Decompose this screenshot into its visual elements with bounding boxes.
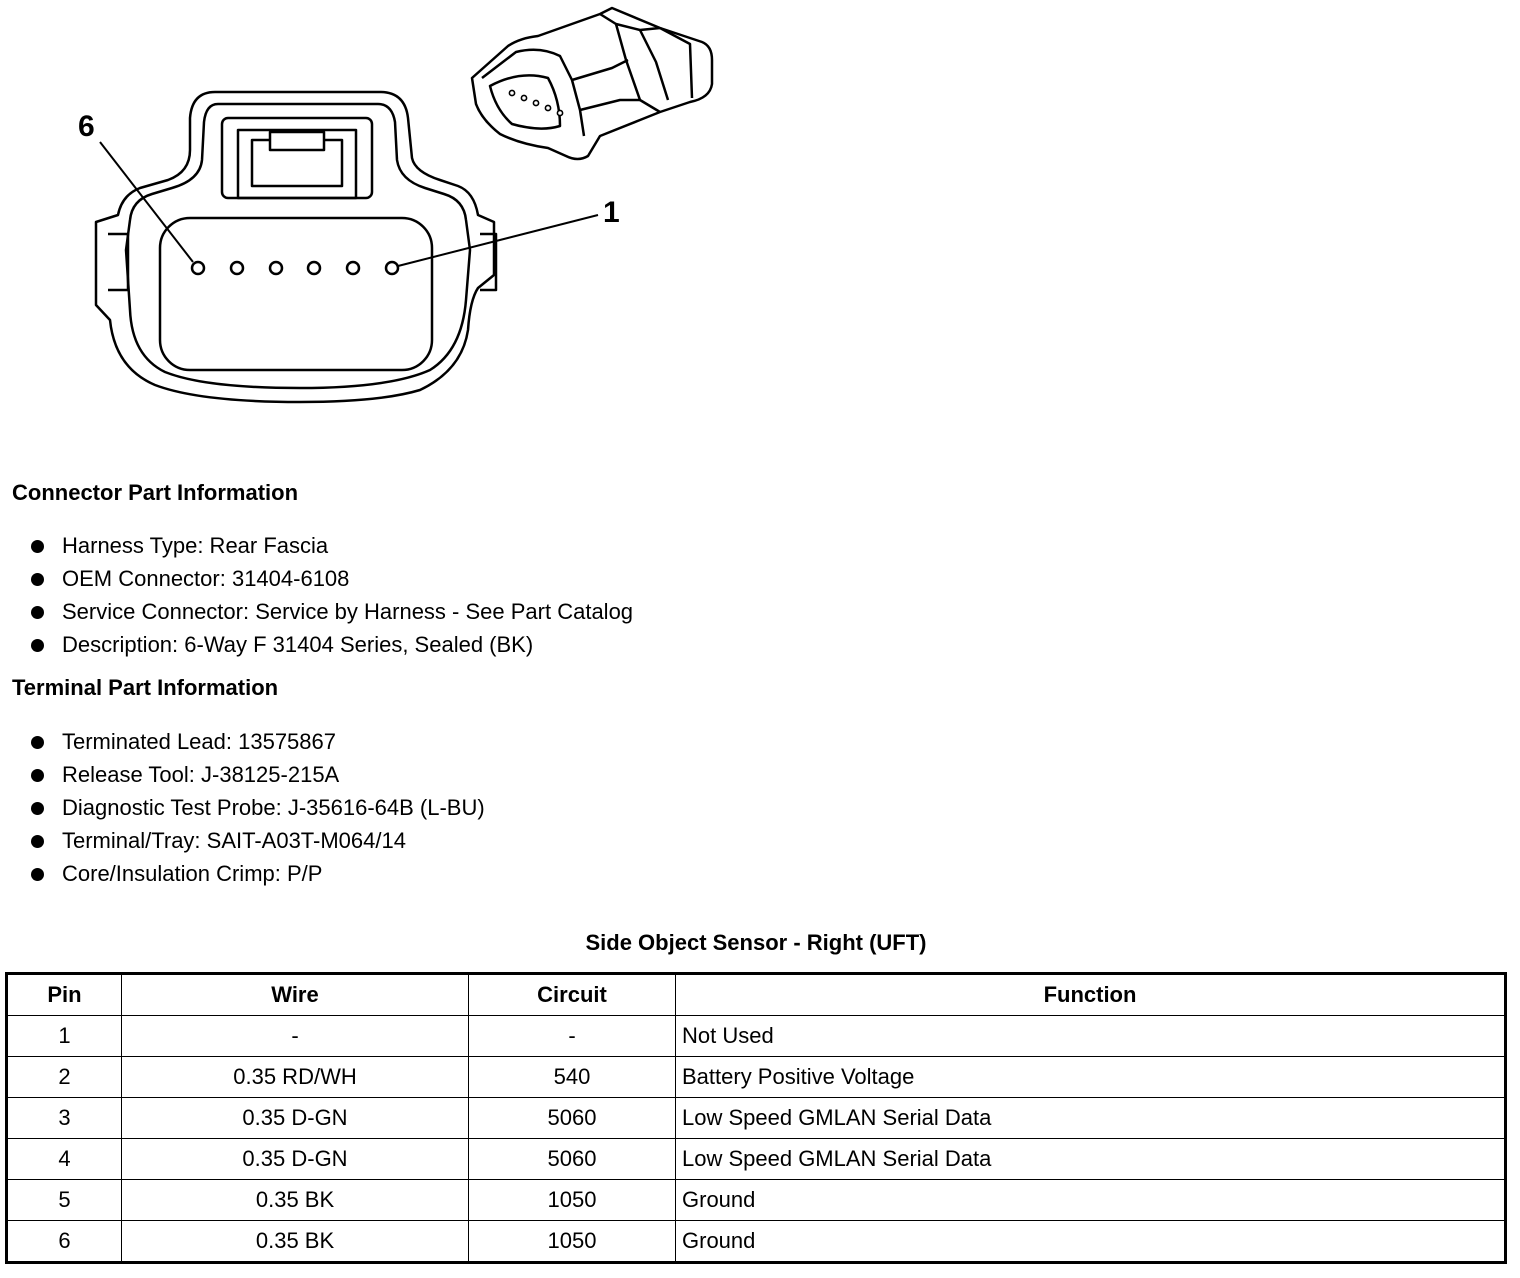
- pin-3: [308, 262, 320, 274]
- table-row: [7, 1098, 1506, 1139]
- list-item: Harness Type: Rear Fascia: [30, 532, 633, 565]
- list-item: Terminated Lead: 13575867: [30, 728, 485, 761]
- header-wire: Wire: [122, 974, 469, 1016]
- cell-circuit: -: [469, 1016, 676, 1057]
- pin-1-leader: [398, 215, 598, 266]
- cell-circuit: 1050: [469, 1221, 676, 1263]
- cell-circuit: 5060: [469, 1139, 676, 1180]
- pin-6-label: 6: [78, 110, 95, 143]
- table-row: [7, 1016, 1506, 1057]
- left-ear: [108, 234, 128, 290]
- cell-function: Low Speed GMLAN Serial Data: [676, 1139, 1506, 1180]
- cell-pin: 4: [7, 1139, 122, 1180]
- list-item: Service Connector: Service by Harness - See Part Catalog: [30, 598, 633, 631]
- pin-table-title: Side Object Sensor - Right (UFT): [585, 930, 927, 955]
- list-item: Description: 6-Way F 31404 Series, Sealed (BK): [30, 631, 633, 664]
- cell-function: Ground: [676, 1180, 1506, 1221]
- cell-wire: 0.35 D-GN: [122, 1139, 469, 1180]
- connector-info-title: Connector Part Information: [12, 480, 299, 505]
- list-item: Diagnostic Test Probe: J-35616-64B (L-BU): [30, 794, 485, 827]
- list-item: OEM Connector: 31404-6108: [30, 565, 633, 598]
- cell-function: Not Used: [676, 1016, 1506, 1057]
- table-row: [7, 1221, 1506, 1263]
- cell-function: Battery Positive Voltage: [676, 1057, 1506, 1098]
- terminal-info-title: Terminal Part Information: [12, 675, 279, 700]
- table-row: [7, 1139, 1506, 1180]
- cell-circuit: 5060: [469, 1098, 676, 1139]
- cell-pin: 6: [7, 1221, 122, 1263]
- cell-pin: 3: [7, 1098, 122, 1139]
- table-row: [7, 1057, 1506, 1098]
- cell-wire: 0.35 BK: [122, 1221, 469, 1263]
- header-circuit: Circuit: [469, 974, 676, 1016]
- cell-circuit: 1050: [469, 1180, 676, 1221]
- cell-pin: 2: [7, 1057, 122, 1098]
- cell-wire: 0.35 D-GN: [122, 1098, 469, 1139]
- list-item: Terminal/Tray: SAIT-A03T-M064/14: [30, 827, 485, 860]
- cell-function: Ground: [676, 1221, 1506, 1263]
- pin-table: [5, 972, 1507, 1264]
- pin-1-label: 1: [603, 196, 620, 229]
- list-item: Core/Insulation Crimp: P/P: [30, 860, 485, 893]
- header-function: Function: [676, 974, 1506, 1016]
- cell-wire: -: [122, 1016, 469, 1057]
- terminal-info-list: [30, 728, 485, 893]
- pin-6-leader: [100, 142, 193, 262]
- cell-wire: 0.35 BK: [122, 1180, 469, 1221]
- pin-5: [231, 262, 243, 274]
- pin-4: [270, 262, 282, 274]
- cell-circuit: 540: [469, 1057, 676, 1098]
- pin-cavity: [160, 218, 432, 370]
- header-pin: Pin: [7, 974, 122, 1016]
- pin-2: [347, 262, 359, 274]
- pin-1: [386, 262, 398, 274]
- cell-pin: 1: [7, 1016, 122, 1057]
- list-item: Release Tool: J-38125-215A: [30, 761, 485, 794]
- cell-function: Low Speed GMLAN Serial Data: [676, 1098, 1506, 1139]
- table-row: [7, 1180, 1506, 1221]
- pin-6: [192, 262, 204, 274]
- table-header-row: [7, 974, 1506, 1016]
- connector-info-list: [30, 532, 633, 664]
- latch-tab-notch: [270, 132, 324, 150]
- cell-pin: 5: [7, 1180, 122, 1221]
- connector-face-diagram: [0, 0, 760, 420]
- cell-wire: 0.35 RD/WH: [122, 1057, 469, 1098]
- connector-3d-view: [472, 8, 712, 159]
